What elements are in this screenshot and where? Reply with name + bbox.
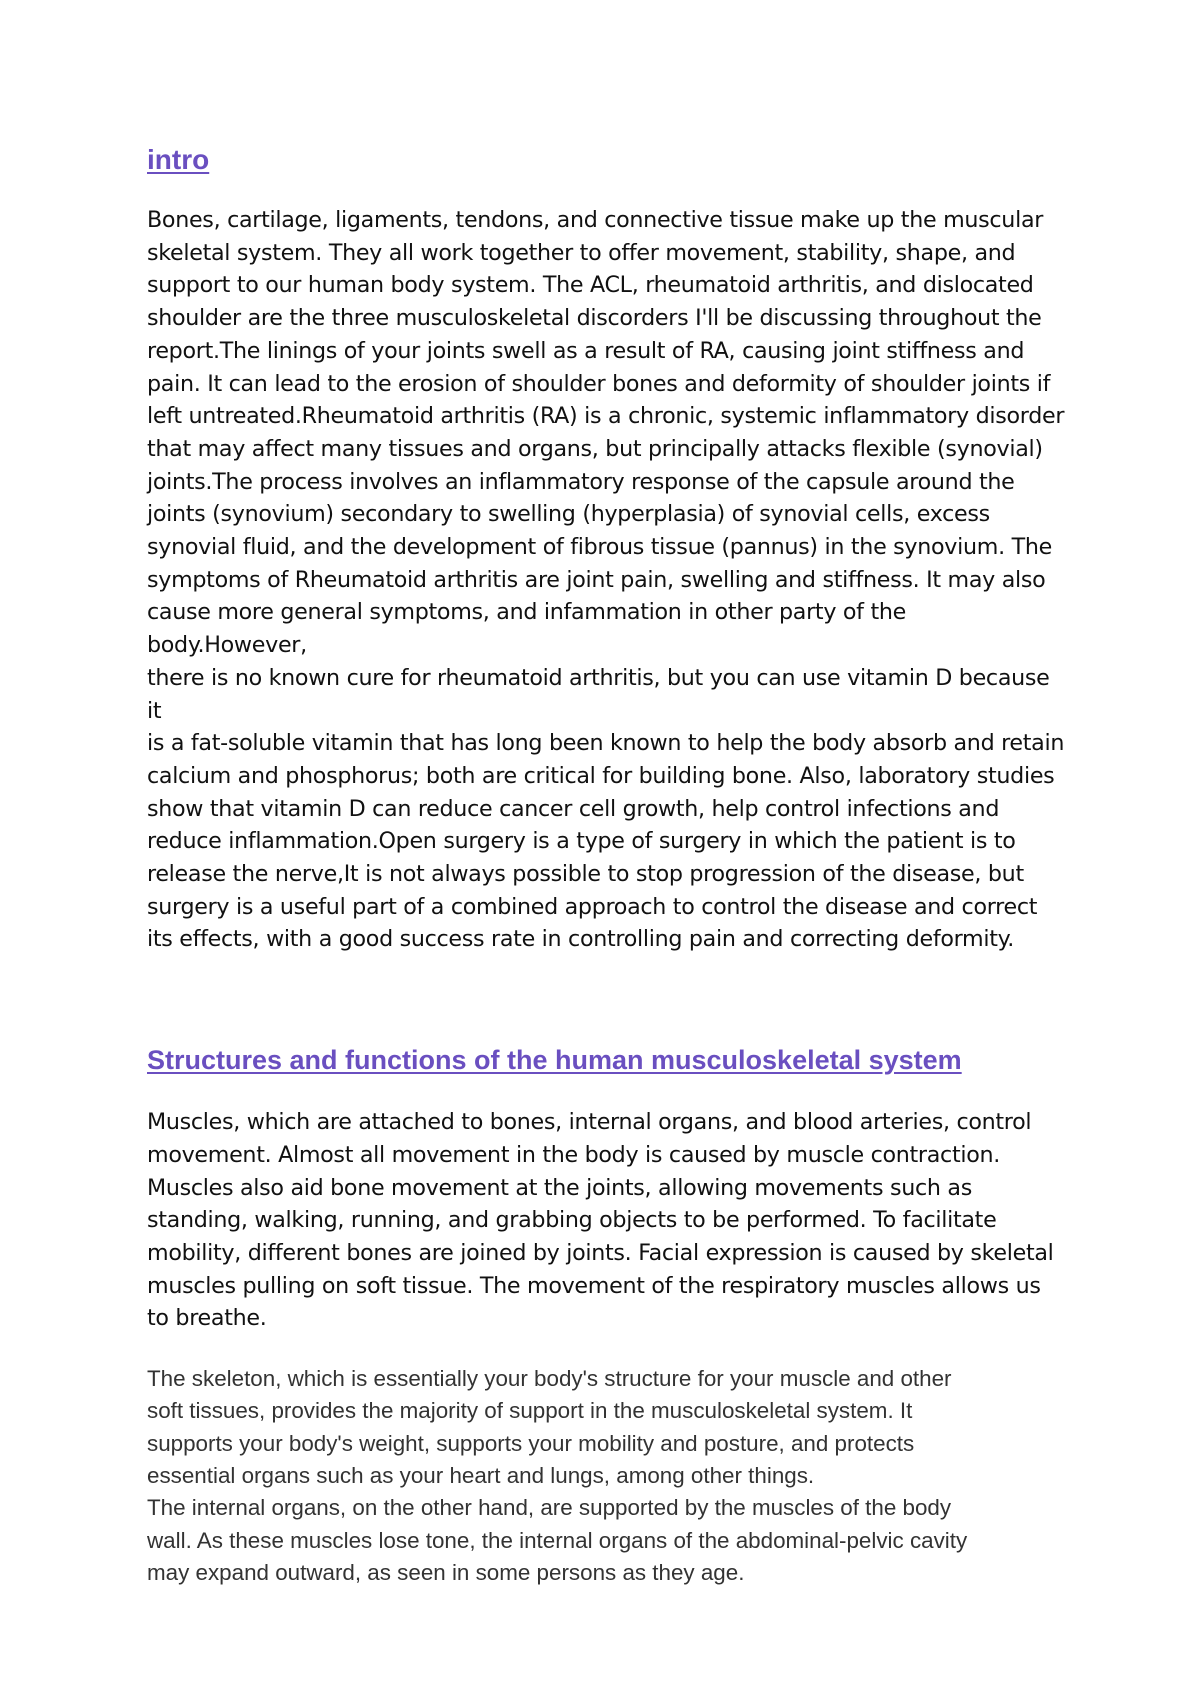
section-heading-intro: intro (147, 144, 210, 175)
muscles-paragraph: Muscles, which are attached to bones, internal organs, and blood arteries, control movement. Almost all movement in the body is caused by muscle contraction. Muscles also aid bone movement at the joints, allowing movements such as standing, walking, running, and grabbing objects to be performed. To facilitate mobility, different bones are joined by joints. Facial expression is caused by skeletal muscles pulling on soft tissue. The movement of the respiratory muscles allows us to breathe. (147, 1109, 1054, 1332)
spacer (147, 1080, 1067, 1106)
skeleton-paragraph: The skeleton, which is essentially your body's structure for your muscle and other soft tissues, provides the majority of support in the musculoskeletal system. It supports your body's weight, supports your mobility and posture, and protects essential organs such as your heart and lungs, among other things. The internal organs, on the other hand, are supported by the muscles of the body wall. As these muscles lose tone, the internal organs of the abdominal-pelvic cavity may expand outward, as seen in some persons as they age. (147, 1366, 968, 1585)
spacer (147, 956, 1067, 1040)
spacer (147, 180, 1067, 204)
intro-paragraph: Bones, cartilage, ligaments, tendons, and connective tissue make up the muscular skeletal system. They all work together to offer movement, stability, shape, and support to our human body system. The ACL, rheumatoid arthritis, and dislocated shoulder are the three musculoskeletal discorders I'll be discussing throughout the report.The linings of your joints swell as a result of RA, causing joint stiffness and pain. It can lead to the erosion of shoulder bones and deformity of shoulder joints if left untreated.Rheumatoid arthritis (RA) is a chronic, systemic inflammatory disorder that may affect many tissues and organs, but principally attacks flexible (synovial) joints.The process involves an inflammatory response of the capsule around the joints (synovium) secondary to swelling (hyperplasia) of synovial cells, excess synovial fluid, and the development of fibrous tissue (pannus) in the synovium. The symptoms of Rheumatoid arthritis are joint pain, swelling and stiffness. It may also cause more general symptoms, and infammation in other party of the body.However, there is no known cure for rheumatoid arthritis, but you can use vitamin D because it is a fat-soluble vitamin that has long been known to help the body absorb and retain calcium and phosphorus; both are critical for building bone. Also, laboratory studies show that vitamin D can reduce cancer cell growth, help control infections and reduce inflammation.Open surgery is a type of surgery in which the patient is to release the nerve,It is not always possible to stop progression of the disease, but surgery is a useful part of a combined approach to control the disease and correct its effects, with a good success rate in controlling pain and correcting deformity. (147, 207, 1065, 953)
section-heading-structures: Structures and functions of the human musculoskeletal system (147, 1045, 962, 1076)
document-content (147, 140, 1067, 1589)
spacer (147, 1335, 1067, 1363)
